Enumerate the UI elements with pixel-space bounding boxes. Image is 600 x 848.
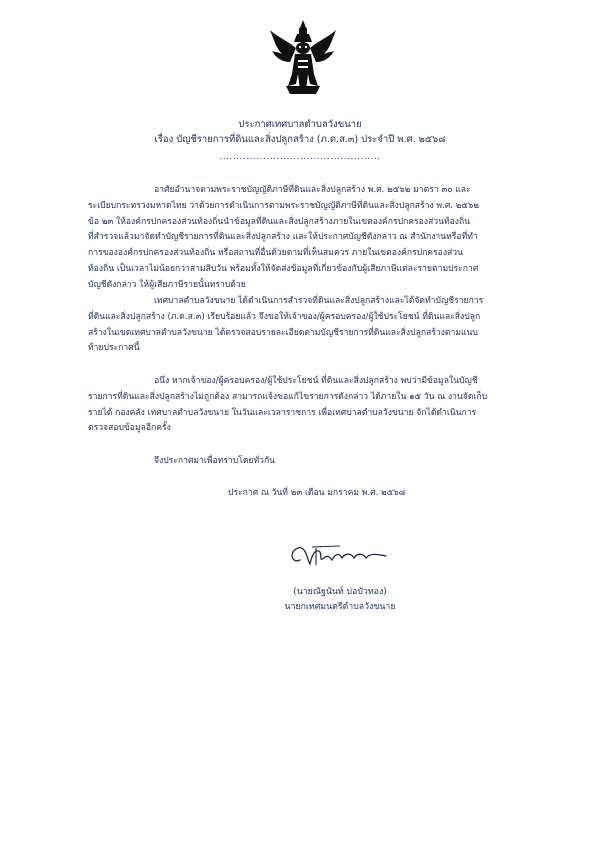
garuda-emblem-icon [268,18,338,98]
text-line: บัญชีดังกล่าว ให้ผู้เสียภาษีรายนั้นทราบด้วย [88,279,246,290]
page-title: ประกาศเทศบาลตำบลวังขนาย [238,119,362,130]
text-line: อาศัยอำนาจตามพระราชบัญญัติภาษีที่ดินและสิ่งปลูกสร้าง พ.ศ. ๒๕๖๒ มาตรา ๓๐ และ [154,185,471,195]
text-line: ที่ดินและสิ่งปลูกสร้าง (ภ.ด.ส.๓) เรียบร้อยแล้ว จึงขอให้เจ้าของ/ผู้ครอบครอง/ผู้ใช้ประโยชน์ ที่ดินและสิ่งปลูก [88,311,481,322]
text-line: ที่สำรวจแล้วมาจัดทำบัญชีรายการที่ดินและสิ่งปลูกสร้าง และให้ประกาศบัญชีดังกล่าว ณ สำนักงานหรือที่ทำ [88,232,478,243]
text-line: ท้องถิ่น เป็นเวลาไม่น้อยกว่าสามสิบวัน พร้อมทั้งให้จัดส่งข้อมูลที่เกี่ยวข้องกับผู้เสียภาษีแต่ละรายตามประกาศ [88,263,479,274]
signer-position: นายกเทศมนตรีตำบลวังขนาย [284,602,396,612]
separator: ................................................ [219,152,381,162]
signature-icon [286,538,390,574]
text-line: จึงประกาศมาเพื่อทราบโดยทั่วกัน [154,456,276,466]
paragraph-closing [88,454,520,470]
text-line: อนึ่ง หากเจ้าของ/ผู้ครอบครอง/ผู้ใช้ประโยชน์ ที่ดินและสิ่งปลูกสร้าง พบว่ามีข้อมูลในบัญชี [154,376,478,386]
text-line: ตรวจสอบข้อมูลอีกครั้ง [88,423,171,434]
text-line: รายการที่ดินและสิ่งปลูกสร้างไม่ถูกต้อง สามารถแจ้งขอแก้ไขรายการดังกล่าว ได้ภายใน ๑๕ วัน ณ งานจัดเก็บ [88,391,488,402]
subject-line: เรื่อง บัญชีรายการที่ดินและสิ่งปลูกสร้าง (ภ.ด.ส.๓) ประจำปี พ.ศ. ๒๕๖๘ [154,134,446,145]
text-line: เทศบาลตำบลวังขนาย ได้ดำเนินการสำรวจที่ดินและสิ่งปลูกสร้างและได้จัดทำบัญชีรายการ [154,296,484,306]
text-line: ข้อ ๒๓ ให้องค์กรปกครองส่วนท้องถิ่นนำข้อมูลที่ดินและสิ่งปลูกสร้างภายในเขตองค์กรปกครองส่วนท้องถิ่น [88,216,471,227]
paragraph-correction [88,374,520,437]
paragraph-authority [88,183,520,294]
text-line: สร้างในเขตเทศบาลตำบลวังขนาย ได้ตรวจสอบรายละเอียดตามบัญชีรายการที่ดินและสิ่งปลูกสร้างตามแนบ [88,327,478,338]
text-line: การขององค์กรปกครองส่วนท้องถิ่น หรือสถานที่อื่นด้วยตามที่เห็นสมควร ภายในเขตองค์กรปกครองส่วน [88,248,463,259]
text-line: ระเบียบกระทรวงมหาดไทย ว่าด้วยการดำเนินการตามพระราชบัญญัติภาษีที่ดินและสิ่งปลูกสร้าง พ.ศ. ๒๕๖๒ [88,200,480,211]
text-line: ท้ายประกาศนี้ [88,343,140,354]
announcement-date: ประกาศ ณ วันที่ ๒๓ เดือน มกราคม พ.ศ. ๒๕๖๘ [228,488,406,498]
paragraph-survey [88,294,520,357]
signer-name: (นายณัฐนันท์ บ่อบัวทอง) [293,587,387,597]
text-line: รายได้ กองคลัง เทศบาลตำบลวังขนาย ในวันและเวลาราชการ เพื่อเทศบาลตำบลวังขนาย จักได้ดำเนินการ [88,407,477,418]
